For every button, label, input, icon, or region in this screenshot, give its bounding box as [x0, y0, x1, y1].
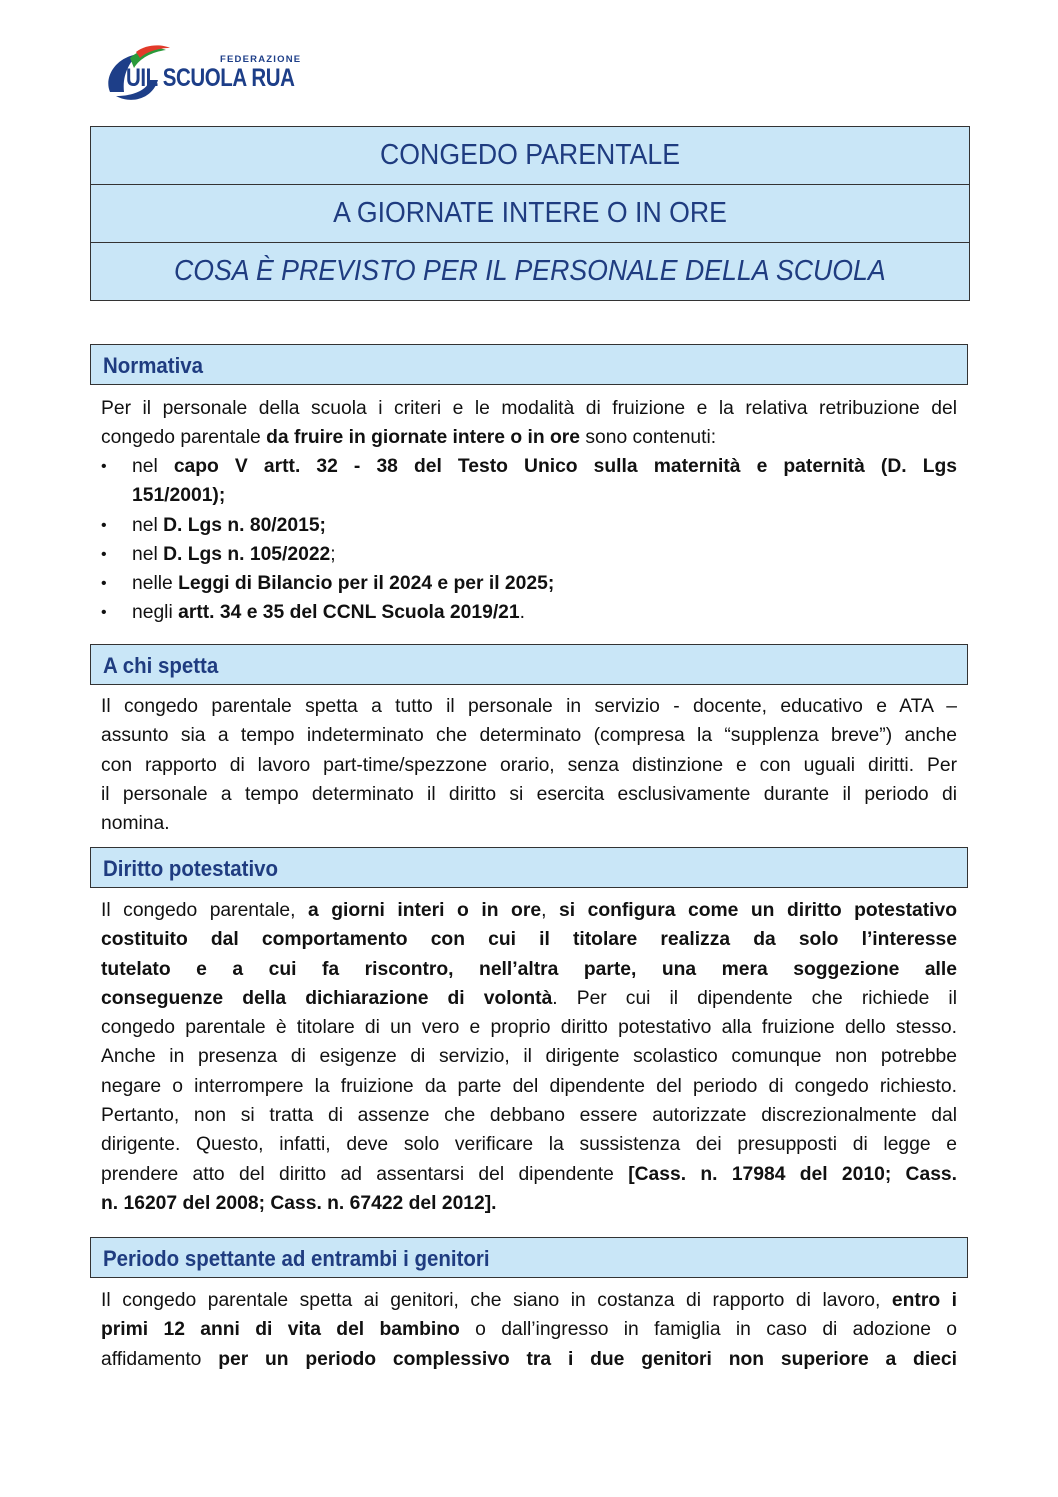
section-heading-normativa: Normativa	[90, 344, 968, 385]
section-heading-periodo-spettante: Periodo spettante ad entrambi i genitori	[90, 1237, 968, 1278]
normativa-intro: Per il personale della scuola i criteri e le modalità di fruizione e la relativa retribuzione del congedo parentale da fruire in giornate intere o in ore sono contenuti:	[101, 398, 957, 449]
list-item: • nel D. Lgs n. 80/2015;	[101, 511, 957, 540]
section-heading-a-chi-spetta: A chi spetta	[90, 644, 968, 685]
normativa-list	[101, 452, 957, 628]
periodo-spettante-paragraph: Il congedo parentale spetta ai genitori, che siano in costanza di rapporto di lavoro, entro i primi 12 anni di vita del bambino o dall’ingresso in famiglia in caso di adozione o affidamento per un periodo complessivo tra i due genitori non superiore a dieci	[101, 1290, 958, 1370]
list-item: • nel D. Lgs n. 105/2022;	[101, 540, 957, 569]
title-box	[90, 126, 970, 301]
list-item: • nelle Leggi di Bilancio per il 2024 e per il 2025;	[101, 569, 957, 598]
uil-scuola-rua-logo	[100, 40, 310, 106]
title-line-2: A GIORNATE INTERE O IN ORE	[91, 185, 969, 243]
title-line-1: CONGEDO PARENTALE	[91, 127, 969, 185]
logo-federazione-text: FEDERAZIONE	[220, 54, 302, 65]
section-heading-diritto-potestativo: Diritto potestativo	[90, 847, 968, 888]
diritto-potestativo-paragraph: Il congedo parentale, a giorni interi o in ore, si configura come un diritto potestativo costituito dal comportamento con cui il titolare realizza da solo l’interesse tutelato e a cui fa riscontro, nell’altra parte, una mera soggezione alle conseguenze della dichiarazione di volontà. Per cui il dipendente che richiede il congedo parentale è titolare di un vero e proprio diritto potestativo alla fruizione dello stesso. Anche in presenza di esigenze di servizio, il dirigente scolastico comunque non potrebbe negare o interrompere la fruizione da parte del dipendente del periodo di congedo richiesto. Pertanto, non si tratta di assenze che debbano essere autorizzate discrezionalmente dal dirigente. Questo, infatti, deve solo verificare la sussistenza dei presupposti di legge e prendere atto del diritto ad assentarsi del dipendente [Cass. n. 17984 del 2010; Cass. n. 16207 del 2008; Cass. n. 67422 del 2012].	[101, 900, 958, 1214]
list-item: • nel capo V artt. 32 - 38 del Testo Unico sulla maternità e paternità (D. Lgs 151/2001);	[101, 452, 957, 511]
list-item: • negli artt. 34 e 35 del CCNL Scuola 2019/21.	[101, 598, 957, 627]
title-line-3: COSA È PREVISTO PER IL PERSONALE DELLA SCUOLA	[174, 255, 886, 287]
logo-main-text: UIL SCUOLA RUA	[126, 64, 295, 92]
a-chi-spetta-paragraph: Il congedo parentale spetta a tutto il personale in servizio - docente, educativo e ATA – assunto sia a tempo indeterminato che determinato (compresa la “supplenza breve”) anche con rapporto di lavoro part-time/spezzone orario, senza distinzione e con uguali diritti. Per il personale a tempo determinato il diritto si esercita esclusivamente durante il periodo di nomina.	[101, 696, 957, 835]
